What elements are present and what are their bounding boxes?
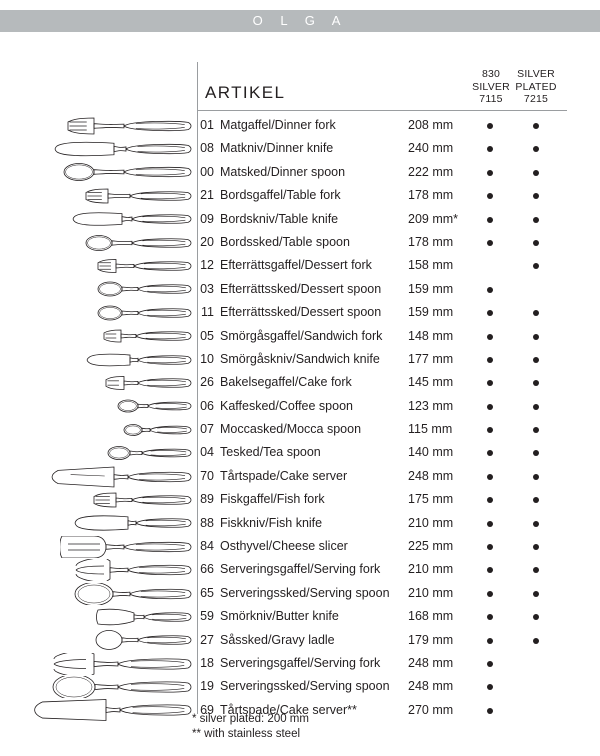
table-knife-icon: [20, 208, 192, 231]
row-name: Osthyvel/Cheese slicer: [220, 539, 348, 554]
column-header-silver-plated: [508, 68, 564, 106]
row-name: Bordsgaffel/Table fork: [220, 188, 341, 203]
table-row: [0, 675, 600, 698]
table-row: [0, 512, 600, 535]
table-row: [0, 371, 600, 394]
availability-dot-silver-plated: [533, 217, 539, 223]
row-code: 69: [200, 702, 214, 717]
availability-dot-silver-plated: [533, 310, 539, 316]
column-header-artikel: ARTIKEL: [205, 83, 286, 102]
availability-dot-830-silver: [487, 497, 493, 503]
table-row: [0, 441, 600, 464]
column-header-plated-line1: SILVER: [517, 68, 555, 80]
row-length: 248 mm: [408, 468, 454, 483]
column-header-830-line3: 7115: [479, 93, 503, 105]
row-name: Såssked/Gravy ladle: [220, 632, 335, 647]
row-name: Serveringsgaffel/Serving fork: [220, 562, 381, 577]
row-length: 179 mm: [408, 632, 454, 647]
footnotes: [192, 712, 309, 742]
table-row: [0, 395, 600, 418]
availability-dot-silver-plated: [533, 638, 539, 644]
availability-dot-830-silver: [487, 217, 493, 223]
table-row: [0, 137, 600, 160]
row-code: 21: [200, 188, 214, 203]
availability-dot-830-silver: [487, 614, 493, 620]
tea-spoon-icon: [20, 441, 192, 464]
row-code: 26: [200, 375, 214, 390]
dinner-spoon-icon: [20, 161, 192, 184]
availability-dot-830-silver: [487, 708, 493, 714]
availability-dot-830-silver: [487, 544, 493, 550]
row-name: Matsked/Dinner spoon: [220, 164, 346, 179]
row-code: 11: [201, 305, 214, 320]
dessert-spoon-icon: [20, 278, 192, 301]
fish-fork-icon: [20, 488, 192, 511]
availability-dot-silver-plated: [533, 146, 539, 152]
row-name: Bakelsegaffel/Cake fork: [220, 375, 352, 390]
availability-dot-silver-plated: [533, 427, 539, 433]
sandwich-knife-icon: [20, 348, 192, 371]
row-length: 248 mm: [408, 679, 454, 694]
row-length: 178 mm: [408, 234, 454, 249]
row-name: Bordssked/Table spoon: [220, 234, 350, 249]
row-length: 248 mm: [408, 655, 454, 670]
row-name: Tårtspade/Cake server: [220, 468, 348, 483]
row-length: 145 mm: [408, 375, 454, 390]
gravy-ladle-icon: [20, 629, 192, 652]
table-row: [0, 231, 600, 254]
table-row: [0, 325, 600, 348]
table-row: [0, 278, 600, 301]
table-row: [0, 605, 600, 628]
dessert-fork-icon: [20, 254, 192, 277]
row-code: 84: [200, 539, 214, 554]
table-row: [0, 254, 600, 277]
cake-server-large-icon: [20, 699, 192, 722]
row-code: 27: [200, 632, 214, 647]
row-length: 123 mm: [408, 398, 454, 413]
horizontal-divider: [197, 110, 567, 111]
row-name: Serveringssked/Serving spoon: [220, 585, 390, 600]
row-length: 225 mm: [408, 539, 454, 554]
cake-fork-icon: [20, 371, 192, 394]
row-name: Tesked/Tea spoon: [220, 445, 321, 460]
row-name: Matgaffel/Dinner fork: [220, 118, 336, 132]
availability-dot-830-silver: [487, 474, 493, 480]
availability-dot-830-silver: [487, 146, 493, 152]
column-header-830-line2: SILVER: [472, 80, 510, 93]
availability-dot-830-silver: [487, 123, 493, 129]
availability-dot-silver-plated: [533, 170, 539, 176]
table-row: [0, 488, 600, 511]
table-row: [0, 418, 600, 441]
row-code: 09: [200, 211, 214, 226]
row-code: 10: [200, 351, 214, 366]
availability-dot-830-silver: [487, 521, 493, 527]
cake-server-icon: [20, 465, 192, 488]
availability-dot-silver-plated: [533, 614, 539, 620]
row-name: Matkniv/Dinner knife: [220, 141, 334, 156]
table-row: [0, 301, 600, 324]
availability-dot-silver-plated: [533, 567, 539, 573]
footnote-1: * silver plated: 200 mm: [192, 713, 309, 725]
availability-dot-830-silver: [487, 684, 493, 690]
row-name: Smörkniv/Butter knife: [220, 609, 339, 624]
availability-dot-830-silver: [487, 334, 493, 340]
availability-dot-silver-plated: [533, 380, 539, 386]
table-row: [0, 465, 600, 488]
availability-dot-830-silver: [487, 357, 493, 363]
serving-spoon-small-icon: [20, 582, 192, 605]
row-name: Tårtspade/Cake server**: [220, 702, 357, 717]
table-row: [0, 629, 600, 652]
row-code: 03: [200, 281, 214, 296]
row-length: 175 mm: [408, 492, 454, 507]
mocca-spoon-icon: [20, 418, 192, 441]
availability-dot-silver-plated: [533, 544, 539, 550]
availability-dot-silver-plated: [533, 521, 539, 527]
row-code: 07: [200, 422, 214, 437]
availability-dot-830-silver: [487, 404, 493, 410]
row-name: Smörgåsgaffel/Sandwich fork: [220, 328, 383, 343]
availability-dot-830-silver: [487, 661, 493, 667]
butter-knife-icon: [20, 605, 192, 628]
row-length: 210 mm: [408, 585, 454, 600]
availability-dot-830-silver: [487, 310, 493, 316]
row-length: 210 mm: [408, 562, 454, 577]
cheese-slicer-icon: [20, 535, 192, 558]
row-length: 140 mm: [408, 445, 454, 460]
row-code: 08: [200, 141, 214, 156]
table-row: [0, 582, 600, 605]
column-header-830-silver: [470, 68, 512, 106]
table-row: [0, 652, 600, 675]
availability-dot-830-silver: [487, 450, 493, 456]
table-row: [0, 535, 600, 558]
row-length: 222 mm: [408, 164, 454, 179]
row-code: 00: [200, 164, 214, 179]
serving-fork-large-icon: [20, 652, 192, 675]
table-row: [0, 208, 600, 231]
table-row: [0, 161, 600, 184]
coffee-spoon-icon: [20, 395, 192, 418]
row-length: 158 mm: [408, 258, 454, 273]
row-length: 208 mm: [408, 118, 454, 132]
row-code: 89: [200, 492, 214, 507]
row-name: Serveringsgaffel/Serving fork: [220, 655, 381, 670]
row-code: 12: [200, 258, 214, 273]
row-name: Efterrättssked/Dessert spoon: [220, 281, 382, 296]
row-length: 159 mm: [408, 305, 454, 320]
dessert-spoon-icon: [20, 301, 192, 324]
table-fork-icon: [20, 184, 192, 207]
row-length: 148 mm: [408, 328, 454, 343]
row-length: 159 mm: [408, 281, 454, 296]
table-row: [0, 348, 600, 371]
row-name: Moccasked/Mocca spoon: [220, 422, 362, 437]
availability-dot-830-silver: [487, 591, 493, 597]
availability-dot-silver-plated: [533, 240, 539, 246]
row-name: Smörgåskniv/Sandwich knife: [220, 351, 380, 366]
table-row: [0, 184, 600, 207]
row-code: 05: [200, 328, 214, 343]
availability-dot-830-silver: [487, 427, 493, 433]
availability-dot-830-silver: [487, 567, 493, 573]
availability-dot-silver-plated: [533, 591, 539, 597]
row-length: 178 mm: [408, 188, 454, 203]
availability-dot-silver-plated: [533, 263, 539, 269]
row-length: 210 mm: [408, 515, 454, 530]
column-header-plated-line3: 7215: [523, 93, 549, 105]
footnote-2: ** with stainless steel: [192, 728, 301, 740]
row-code: 20: [200, 234, 214, 249]
serving-fork-small-icon: [20, 558, 192, 581]
availability-dot-silver-plated: [533, 404, 539, 410]
availability-dot-silver-plated: [533, 474, 539, 480]
row-name: Serveringssked/Serving spoon: [220, 679, 390, 694]
availability-dot-830-silver: [487, 638, 493, 644]
column-header-830-line1: 830: [481, 68, 501, 80]
availability-dot-830-silver: [487, 193, 493, 199]
row-length: 115 mm: [408, 422, 453, 437]
row-length: 177 mm: [408, 351, 454, 366]
row-length: 270 mm: [408, 702, 454, 717]
availability-dot-830-silver: [487, 240, 493, 246]
table-spoon-icon: [20, 231, 192, 254]
table-row: [0, 558, 600, 581]
table-row: [0, 114, 600, 137]
row-name: Efterrättssked/Dessert spoon: [220, 305, 382, 320]
availability-dot-silver-plated: [533, 123, 539, 129]
row-code: 88: [200, 515, 214, 530]
availability-dot-silver-plated: [533, 357, 539, 363]
row-code: 04: [200, 445, 214, 460]
row-code: 01: [200, 118, 214, 132]
availability-dot-830-silver: [487, 287, 493, 293]
dinner-knife-icon: [20, 137, 192, 160]
serving-spoon-large-icon: [20, 675, 192, 698]
availability-dot-830-silver: [487, 170, 493, 176]
cutlery-table: [0, 114, 600, 722]
row-code: 19: [200, 679, 214, 694]
row-code: 06: [200, 398, 214, 413]
row-length: 168 mm: [408, 609, 454, 624]
page-title: O L G A: [252, 13, 348, 28]
availability-dot-silver-plated: [533, 193, 539, 199]
row-code: 59: [200, 609, 214, 624]
row-code: 18: [200, 655, 214, 670]
availability-dot-silver-plated: [533, 334, 539, 340]
row-name: Bordskniv/Table knife: [220, 211, 339, 226]
row-name: Kaffesked/Coffee spoon: [220, 398, 353, 413]
row-name: Fiskkniv/Fish knife: [220, 515, 323, 530]
availability-dot-silver-plated: [533, 497, 539, 503]
dinner-fork-icon: [20, 114, 192, 137]
row-code: 66: [200, 562, 214, 577]
row-name: Efterrättsgaffel/Dessert fork: [220, 258, 372, 273]
fish-knife-icon: [20, 512, 192, 535]
row-length: 209 mm*: [408, 211, 459, 226]
row-name: Fiskgaffel/Fish fork: [220, 492, 325, 507]
row-length: 240 mm: [408, 141, 454, 156]
row-code: 70: [200, 468, 214, 483]
column-header-plated-line2: PLATED: [515, 80, 557, 93]
availability-dot-silver-plated: [533, 450, 539, 456]
availability-dot-830-silver: [487, 380, 493, 386]
sandwich-fork-icon: [20, 325, 192, 348]
row-code: 65: [200, 585, 214, 600]
